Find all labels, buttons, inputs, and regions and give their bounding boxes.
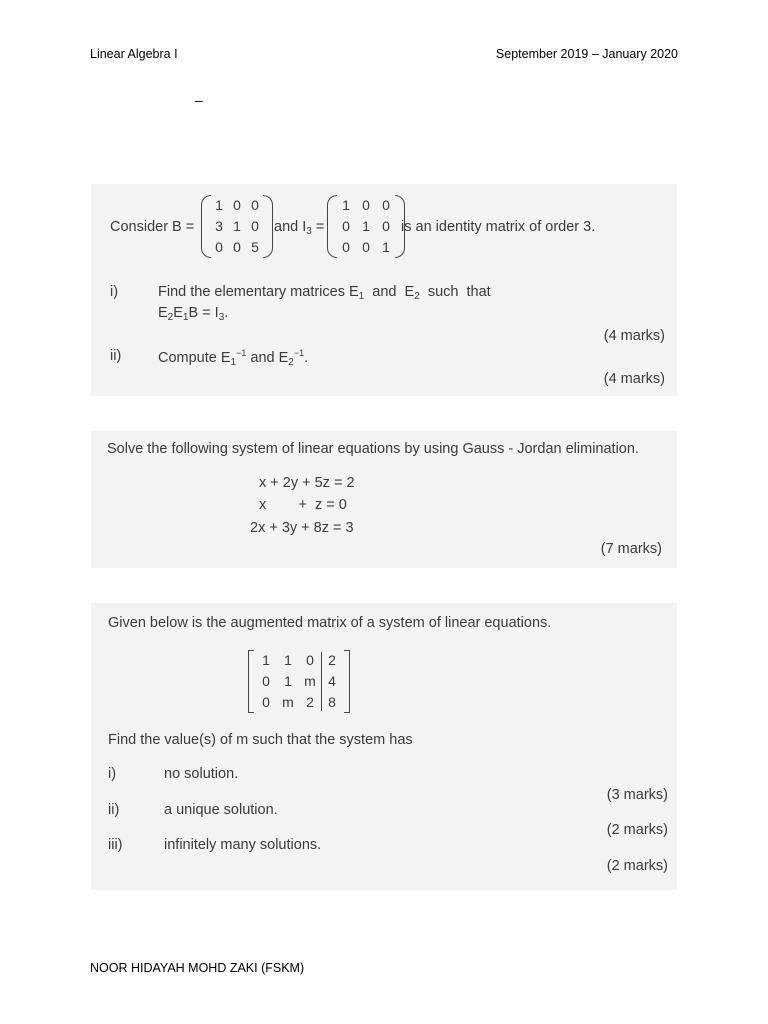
augmented-matrix-cell: 2 — [306, 694, 314, 710]
stray-dash: – — [195, 92, 203, 108]
augmented-matrix-divider — [321, 652, 322, 711]
question-3-panel — [91, 603, 677, 890]
q3-part-i-marks: (3 marks) — [606, 787, 668, 803]
matrix-b-cell: 0 — [233, 239, 241, 255]
matrix-i3-cell: 0 — [362, 197, 370, 213]
q1-part-ii-marks: (4 marks) — [603, 371, 665, 387]
term-dates: September 2019 – January 2020 — [495, 47, 678, 61]
course-title: Linear Algebra I — [90, 47, 178, 61]
matrix-i3-cell: 0 — [342, 239, 350, 255]
augmented-matrix-cell: 1 — [284, 652, 292, 668]
matrix-i3-cell: 1 — [342, 197, 350, 213]
matrix-b-cell: 1 — [233, 218, 241, 234]
matrix-b-cell: 3 — [215, 218, 223, 234]
q1-part-ii-label: ii) — [110, 348, 122, 364]
q1-identity-text: is an identity matrix of order 3. — [401, 219, 596, 235]
matrix-b-right-paren — [263, 195, 273, 258]
augmented-matrix — [255, 650, 343, 713]
matrix-i3 — [336, 195, 396, 258]
matrix-i3-cell: 1 — [382, 239, 390, 255]
matrix-b-left-paren — [201, 195, 211, 258]
q1-part-i-label: i) — [110, 284, 119, 300]
q3-part-iii-marks: (2 marks) — [606, 858, 668, 874]
q2-equation-3: 2x + 3y + 8z = 3 — [250, 520, 354, 536]
matrix-b-cell: 0 — [215, 239, 223, 255]
question-1-panel — [91, 184, 677, 396]
matrix-b-cell: 0 — [233, 197, 241, 213]
q1-part-i-line1: Find the elementary matrices $E_1$ and $E_2$ such that — [158, 284, 491, 302]
q3-part-ii-text: a unique solution. — [164, 802, 278, 818]
q1-part-i-line2: $E_2E_1B = I_3$. — [158, 305, 229, 323]
matrix-i3-cell: 0 — [382, 218, 390, 234]
q2-marks: (7 marks) — [600, 541, 662, 557]
q1-part-ii-text: Compute $E_1^{-1}$ and $E_2^{-1}$. — [158, 348, 309, 368]
q3-part-ii-marks: (2 marks) — [606, 822, 668, 838]
augmented-matrix-cell: 0 — [262, 673, 270, 689]
matrix-b-cell: 1 — [215, 197, 223, 213]
q1-part-i-marks: (4 marks) — [603, 328, 665, 344]
augmented-matrix-cell: 1 — [284, 673, 292, 689]
augmented-matrix-cell: 0 — [262, 694, 270, 710]
matrix-b-cell: 5 — [251, 239, 259, 255]
matrix-b — [210, 195, 264, 258]
augmented-matrix-cell: m — [304, 673, 316, 689]
augmented-matrix-cell: 0 — [306, 652, 314, 668]
matrix-i3-cell: 0 — [382, 197, 390, 213]
augmented-matrix-cell: 2 — [328, 652, 336, 668]
q3-part-i-label: i) — [108, 766, 117, 782]
q1-consider-text: Consider B = — [110, 219, 195, 235]
q2-equation-2: x + z = 0 — [259, 497, 347, 513]
matrix-b-cell: 0 — [251, 218, 259, 234]
q3-part-iii-text: infinitely many solutions. — [164, 837, 322, 853]
matrix-i3-cell: 0 — [362, 239, 370, 255]
q3-part-i-text: no solution. — [164, 766, 239, 782]
matrix-b-cell: 0 — [251, 197, 259, 213]
q3-instruction: Given below is the augmented matrix of a system of linear equations. — [108, 615, 552, 631]
matrix-i3-left-paren — [327, 195, 337, 258]
q3-part-iii-label: iii) — [108, 837, 123, 853]
augmented-matrix-cell: 8 — [328, 694, 336, 710]
q3-part-ii-label: ii) — [108, 802, 120, 818]
q3-find-text: Find the value(s) of m such that the system has — [108, 732, 413, 748]
augmented-matrix-right-bracket — [344, 650, 350, 713]
augmented-matrix-cell: 4 — [328, 673, 336, 689]
augmented-matrix-cell: m — [282, 694, 294, 710]
augmented-matrix-cell: 1 — [262, 652, 270, 668]
question-2-panel — [91, 431, 677, 568]
author-footer: NOOR HIDAYAH MOHD ZAKI (FSKM) — [90, 961, 305, 975]
q2-equation-1: x + 2y + 5z = 2 — [259, 475, 355, 491]
q2-instruction: Solve the following system of linear equations by using Gauss - Jordan elimination. — [107, 441, 639, 457]
q1-and-i3: and $I_3$ = — [274, 219, 325, 237]
matrix-i3-cell: 1 — [362, 218, 370, 234]
matrix-i3-cell: 0 — [342, 218, 350, 234]
augmented-matrix-left-bracket — [248, 650, 254, 713]
